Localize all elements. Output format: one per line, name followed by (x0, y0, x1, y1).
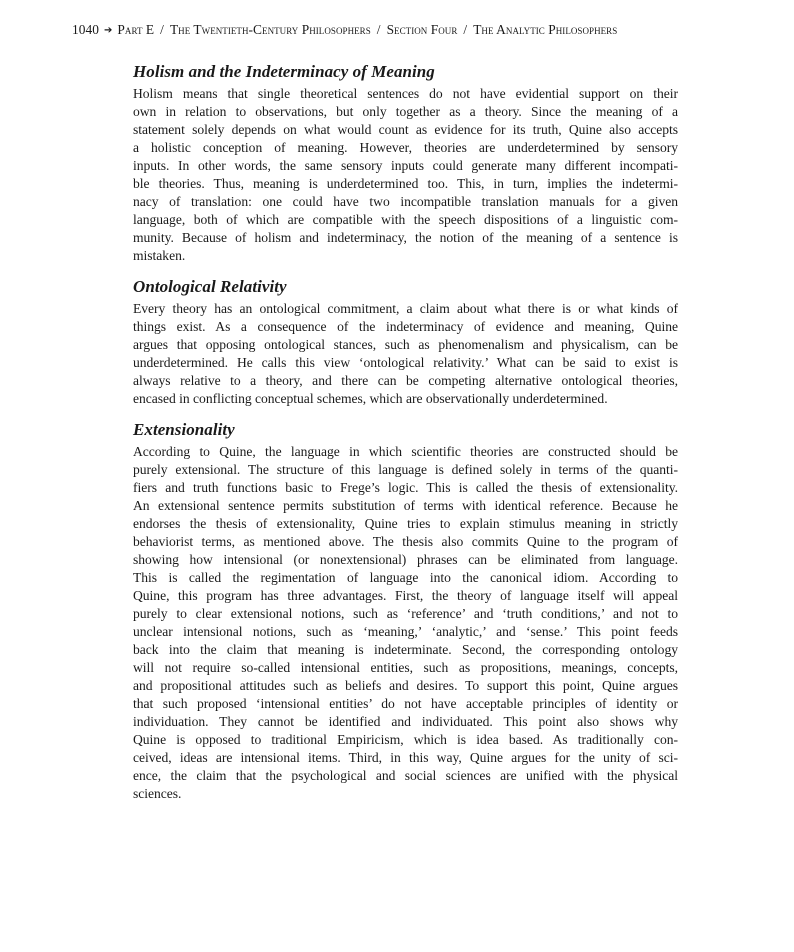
text-line: encased in conflicting conceptual schemes, which are observationally underdetermined. (133, 391, 608, 406)
page-number: 1040 (72, 22, 99, 37)
paragraph (133, 85, 678, 265)
text-line: back into the claim that meaning is indeterminate. Second, the corresponding ontology (133, 642, 678, 657)
text-line: individuation. They cannot be identified and individuated. This point also shows why (133, 714, 678, 729)
text-line: inputs. In other words, the same sensory inputs could generate many different incompati- (133, 158, 678, 173)
text-line: This is called the regimentation of language into the canonical idiom. According to (133, 570, 678, 585)
text-line: own in relation to observations, but only together as a theory. Since the meaning of a (133, 104, 678, 119)
text-line: nacy of translation: one could have two incompatible translation manuals for a given (133, 194, 678, 209)
section (133, 418, 678, 803)
text-line: ence, the claim that the psychological and social sciences are unified with the physical (133, 768, 678, 783)
text-line: endorses the thesis of extensionality, Quine tries to explain stimulus meaning in strictly (133, 516, 678, 531)
text-line: a holistic conception of meaning. However, theories are underdetermined by sensory (133, 140, 678, 155)
section-heading: Extensionality (133, 420, 235, 439)
text-line: Quine, this program has three advantages. First, the theory of language itself will appeal (133, 588, 678, 603)
page-body (133, 60, 678, 813)
section-label: Section Four (386, 22, 458, 37)
text-line: purely extensional. The structure of this language is defined solely in terms of the quanti- (133, 462, 678, 477)
paragraph (133, 300, 678, 408)
text-line: behaviorist terms, as mentioned above. The thesis also commits Quine to the program of (133, 534, 678, 549)
text-line: munity. Because of holism and indeterminacy, the notion of the meaning of a sentence is (133, 230, 678, 245)
text-line: that such proposed ‘intensional entities’ do not have acceptable principles of identity or (133, 696, 678, 711)
section (133, 60, 678, 265)
chapter-title: The Analytic Philosophers (473, 22, 618, 37)
text-line: unclear intensional notions, such as ‘meaning,’ ‘analytic,’ and ‘sense.’ This point feeds (133, 624, 678, 639)
part-label: Part E (117, 22, 155, 37)
section-heading: Ontological Relativity (133, 277, 287, 296)
book-part-title: The Twentieth-Century Philosophers (169, 22, 371, 37)
running-head (72, 22, 732, 38)
text-line: statement solely depends on what would count as evidence for its truth, Quine also accepts (133, 122, 678, 137)
separator: / (160, 22, 164, 37)
text-line: things exist. As a consequence of the indeterminacy of evidence and meaning, Quine (133, 319, 678, 334)
section (133, 275, 678, 408)
text-line: ble theories. Thus, meaning is underdetermined too. This, in turn, implies the indetermi- (133, 176, 678, 191)
separator: / (463, 22, 468, 37)
paragraph (133, 443, 678, 803)
text-line: underdetermined. He calls this view ‘ontological relativity.’ What can be said to exist is (133, 355, 678, 370)
text-line: mistaken. (133, 248, 186, 263)
arrow-icon: ➔ (103, 25, 113, 36)
text-line: Every theory has an ontological commitment, a claim about what there is or what kinds of (133, 301, 678, 316)
section-heading: Holism and the Indeterminacy of Meaning (133, 62, 435, 81)
text-line: Quine is opposed to traditional Empiricism, which is idea based. As traditionally con- (133, 732, 678, 747)
text-line: According to Quine, the language in which scientific theories are constructed should be (133, 444, 678, 459)
text-line: argues that opposing ontological stances, such as phenomenalism and physicalism, can be (133, 337, 678, 352)
text-line: showing how intensional (or nonextensional) phrases can be eliminated from language. (133, 552, 678, 567)
text-line: Holism means that single theoretical sentences do not have evidential support on their (133, 86, 678, 101)
text-line: purely to clear extensional notions, such as ‘reference’ and ‘truth conditions,’ and not to (133, 606, 678, 621)
text-line: will not require so-called intensional entities, such as propositions, meanings, concepts, (133, 660, 678, 675)
text-line: An extensional sentence permits substitution of terms with identical reference. Because he (133, 498, 678, 513)
text-line: language, both of which are compatible with the speech dispositions of a linguistic com- (133, 212, 678, 227)
separator: / (376, 22, 381, 37)
text-line: fiers and truth functions basic to Frege’s logic. This is called the thesis of extensionality. (133, 480, 678, 495)
text-line: always relative to a theory, and there can be competing alternative ontological theories, (133, 373, 678, 388)
text-line: ceived, ideas are intensional items. Third, in this way, Quine argues for the unity of sci- (133, 750, 678, 765)
text-line: sciences. (133, 786, 182, 801)
text-line: and propositional attitudes such as beliefs and desires. To support this point, Quine argues (133, 678, 678, 693)
